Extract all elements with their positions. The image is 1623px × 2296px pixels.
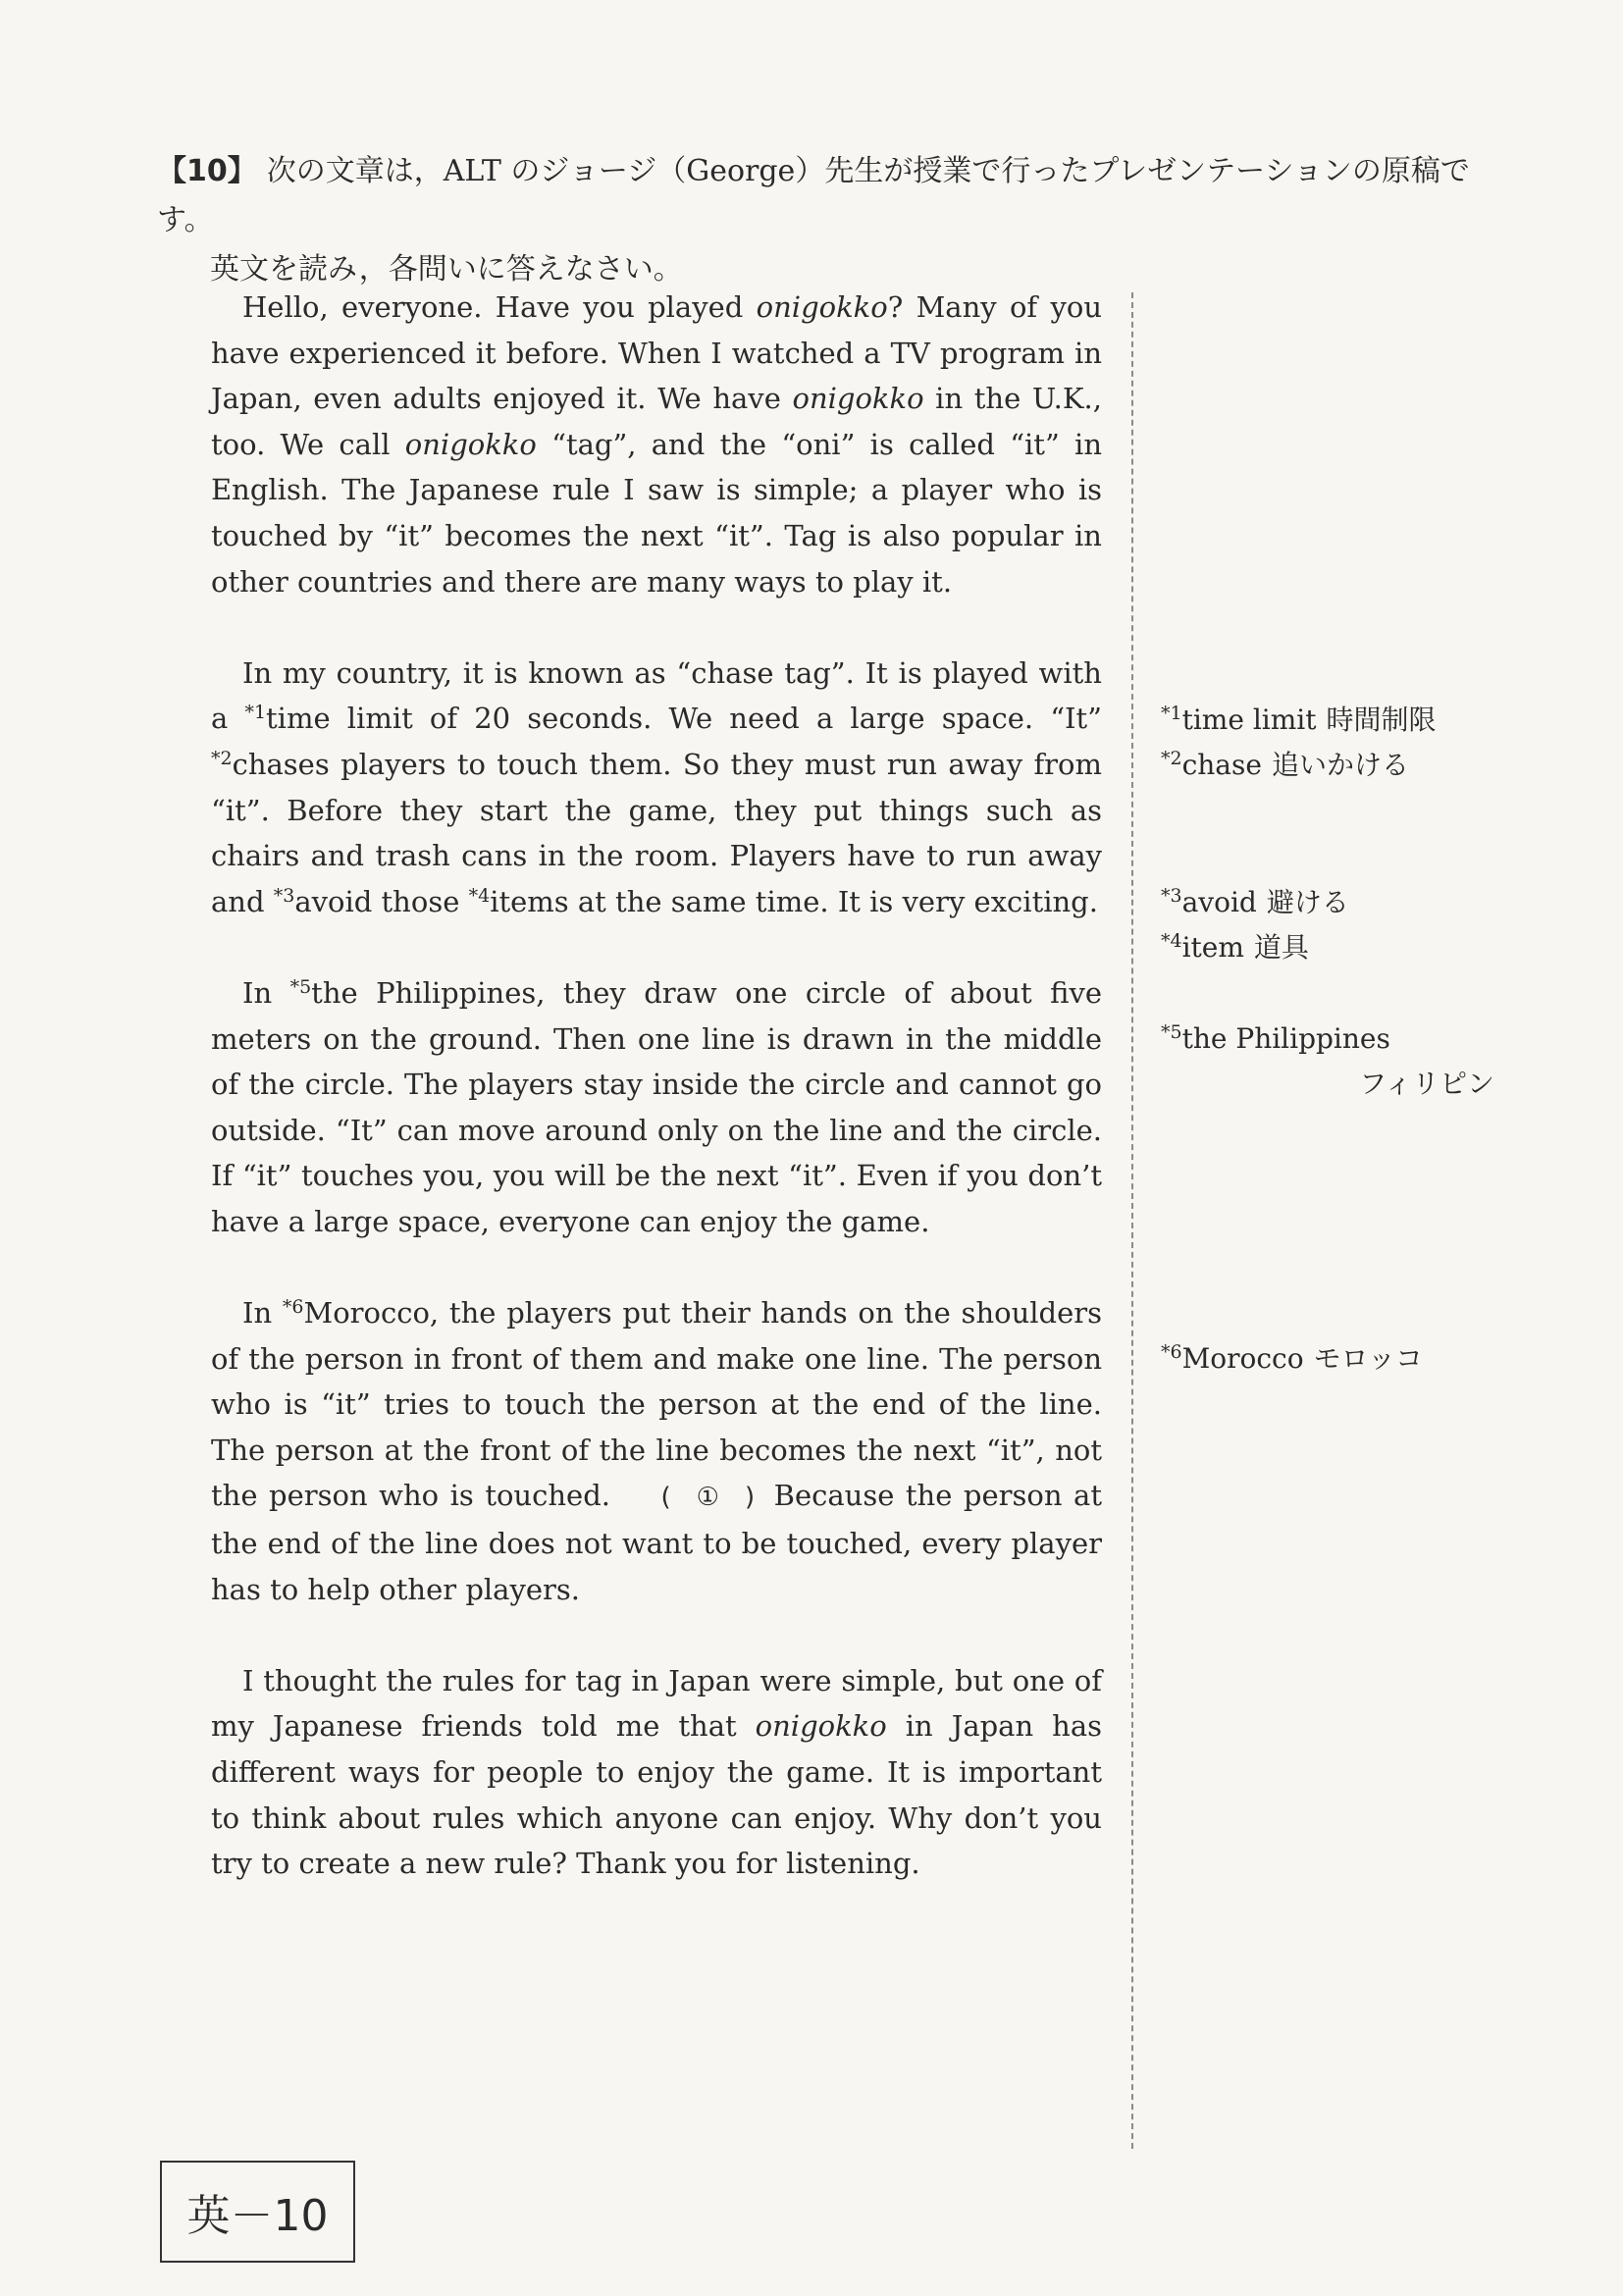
paragraph-5 (211, 1658, 1102, 1887)
footnote-5 (1161, 1017, 1390, 1062)
text-run: Because the person at the end of the line does not want to be touched, every player has to help other players. (211, 1479, 1102, 1606)
page-number-box: 英－10 (160, 2161, 355, 2263)
text-run: items at the same time. It is very exciting. (490, 884, 1098, 918)
italic-term: onigokko (792, 382, 924, 416)
footnote-5-translation: フィリピン (1359, 1068, 1494, 1100)
text-run: chases players to touch them. So they must run away from “it”. Before they start the game, they put things such as chairs and trash cans in the room. Players have to run away and (211, 747, 1102, 918)
footnote-marker: *3 (273, 884, 295, 907)
footnote-3 (1161, 880, 1349, 925)
italic-term: onigokko (404, 427, 537, 461)
footnote-term: time limit (1181, 704, 1317, 736)
text-run: in the U.K., too. We call (211, 382, 1102, 461)
footnote-term: the Philippines (1181, 1022, 1390, 1055)
text-run: In (242, 1296, 283, 1331)
question-number: 【10】 (157, 154, 257, 188)
footnote-term: chase (1181, 749, 1262, 781)
footnote-mark: *1 (1161, 703, 1182, 724)
text-run: in Japan has different ways for people to enjoy the game. It is important to think about rules which anyone can enjoy. Why don’t you try to create a new rule? Thank you for listening. (211, 1709, 1103, 1881)
footnote-term: item (1181, 931, 1244, 964)
text-run: Hello, everyone. Have you played (242, 290, 757, 324)
text-run: I thought the rules for tag in Japan were simple, but one of my Japanese friends told me that (211, 1663, 1102, 1744)
question-instruction-line2: 英文を読み，各問いに答えなさい。 (210, 252, 683, 287)
paragraph-3 (211, 970, 1102, 1245)
footnote-6 (1161, 1336, 1423, 1382)
footnote-marker: *1 (244, 702, 267, 724)
italic-term: onigokko (755, 1709, 887, 1744)
text-run: In my country, it is known as “chase tag”. It is played with a (211, 655, 1102, 736)
footnote-marker: *4 (468, 884, 491, 907)
answer-blank-1: ( ① ) (660, 1483, 756, 1513)
instruction-text: 次の文章は，ALT のジョージ（George）先生が授業で行ったプレゼンテーションの原稿です。 (157, 154, 1470, 237)
paragraph-1 (211, 285, 1102, 604)
footnote-mark: *4 (1161, 930, 1182, 952)
text-run: In (242, 975, 290, 1010)
footnote-marker: *6 (282, 1296, 304, 1319)
paragraph-4 (211, 1290, 1102, 1612)
text-run: ? Many of you have experienced it before. When I watched a TV program in Japan, even adults enjoyed it. We have (211, 290, 1103, 416)
question-header (157, 147, 1521, 294)
italic-term: onigokko (756, 290, 888, 324)
footnote-mark: *3 (1161, 885, 1182, 907)
paragraph-2 (211, 651, 1102, 925)
footnote-term: Morocco (1181, 1342, 1304, 1375)
footnote-translation: モロッコ (1313, 1342, 1424, 1375)
text-run: the Philippines, they draw one circle of about five meters on the ground. Then one line is drawn in the middle of the circle. The players stay inside the circle and cannot go outside. “It” can move around only on the line and the circle. If “it” touches you, you will be the next “it”. Even if you don’t have a large space, everyone can enjoy the game. (211, 975, 1102, 1238)
footnote-translation: 追いかける (1271, 749, 1409, 781)
footnote-translation: 道具 (1253, 931, 1309, 964)
footnote-translation: 時間制限 (1326, 704, 1437, 736)
text-run: “tag”, and the “oni” is called “it” in English. The Japanese rule I saw is simple; a player who is touched by “it” becomes the next “it”. Tag is also popular in other countries and there are many ways to play it. (211, 427, 1102, 599)
footnote-term: avoid (1181, 886, 1257, 918)
reading-passage (211, 285, 1102, 1887)
footnote-1 (1161, 698, 1437, 743)
footnote-4 (1161, 925, 1309, 970)
footnote-marker: *2 (211, 747, 233, 769)
question-instruction-line1 (157, 147, 1521, 245)
dashed-divider (1131, 292, 1133, 2149)
footnote-mark: *5 (1161, 1021, 1182, 1043)
text-run: time limit of 20 seconds. We need a large space. “It” (266, 702, 1102, 736)
text-run: avoid those (294, 884, 469, 918)
footnote-2 (1161, 743, 1409, 788)
footnote-translation: 避ける (1266, 886, 1349, 918)
footnote-mark: *6 (1161, 1341, 1182, 1363)
footnote-mark: *2 (1161, 748, 1182, 769)
footnote-marker: *5 (289, 975, 312, 998)
text-run: Morocco, the players put their hands on the shoulders of the person in front of them and make one line. The person who is “it” tries to touch the person at the end of the line. The person at the front of the line becomes the next “it”, not the person who is touched. (211, 1296, 1102, 1513)
